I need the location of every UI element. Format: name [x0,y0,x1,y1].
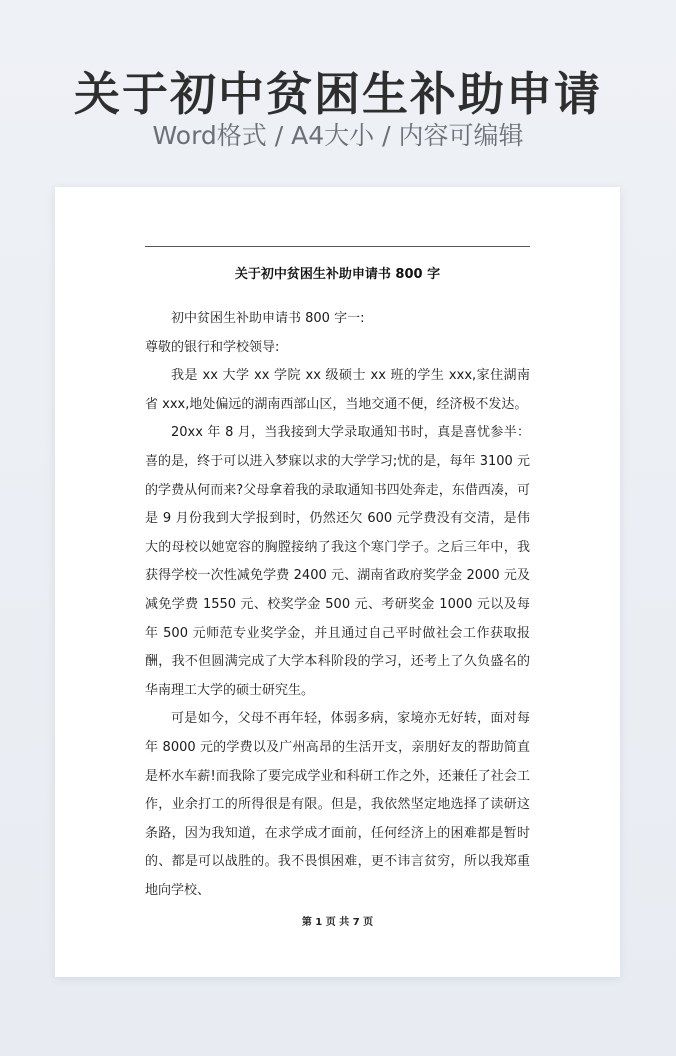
paragraph-self-intro: 我是 xx 大学 xx 学院 xx 级硕士 xx 班的学生 xxx,家住湖南省 xxx,地处偏远的湖南西部山区，当地交通不便，经济极不发达。 [145,368,530,412]
document-page [55,187,620,977]
paragraph-intro: 初中贫困生补助申请书 800 字一: [171,311,365,326]
header-rule [145,246,530,247]
document-title: 关于初中贫困生补助申请书 800 字 [234,267,441,282]
paragraph-history: 20xx 年 8 月，当我接到大学录取通知书时，真是喜忧参半：喜的是，终于可以进入梦寐以求的大学学习;忧的是，每年 3100 元的学费从何而来?父母拿着我的录取通知书四处奔走，东借西凑，可是 9 月份我到大学报到时，仍然还欠 600 元学费没有交清，是伟大的母校以她宽容的胸膛接纳了我这个寒门学子。之后三年中，我获得学校一次性减免学费 2400 元、湖南省政府奖学金 2000 元及减免学费 1550 元、校奖学金 500 元、考研奖金 1000 元以及每年 500 元师范专业奖学金，并且通过自己平时做社会工作获取报酬，我不但圆满完成了大学本科阶段的学习，还考上了久负盛名的华南理工大学的硕士研究生。 [145,425,530,698]
page-subtitle: Word格式 / A4大小 / 内容可编辑 [152,121,524,150]
paragraph-salutation: 尊敬的银行和学校领导: [145,339,280,355]
page-footer: 第 1 页 共 7 页 [301,917,374,928]
paragraph-current-situation: 可是如今，父母不再年轻，体弱多病，家境亦无好转，面对每年 8000 元的学费以及广州高昂的生活开支，亲朋好友的帮助简直是杯水车薪!而我除了要完成学业和科研工作之外，还兼任了社会工作，业余打工的所得很是有限。但是，我依然坚定地选择了读研这条路，因为我知道，在求学成才面前，任何经济上的困难都是暂时的、都是可以战胜的。我不畏惧困难，更不讳言贫穷，所以我郑重地向学校、 [145,711,530,898]
page-title: 关于初中贫困生补助申请 [74,67,602,121]
document-body [145,305,530,905]
